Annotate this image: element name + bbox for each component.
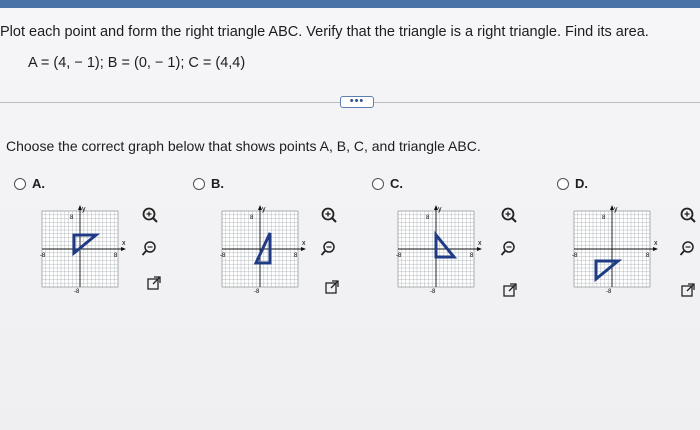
question-text: Plot each point and form the right triangle ABC. Verify that the triangle is a right triangle. Find its area. — [0, 24, 649, 40]
graph-option-a[interactable] — [38, 205, 130, 297]
zoom-out-icon[interactable] — [319, 238, 339, 258]
zoom-in-icon[interactable] — [140, 205, 160, 225]
prompt-text: Choose the correct graph below that shows points A, B, C, and triangle ABC. — [6, 138, 481, 154]
points-list: A = (4, − 1); B = (0, − 1); C = (4,4) — [28, 55, 246, 71]
open-in-new-window-icon[interactable] — [144, 273, 164, 293]
option-c[interactable] — [372, 176, 403, 191]
open-in-new-window-icon[interactable] — [500, 280, 520, 300]
y-neg-tick-label: -8 — [430, 289, 436, 295]
x-axis-arrow — [653, 247, 658, 251]
radio-d[interactable] — [557, 178, 569, 190]
graph-option-b[interactable] — [218, 205, 310, 297]
y-tick-label: 8 — [250, 215, 254, 221]
y-axis-label: y — [614, 206, 618, 213]
zoom-out-icon[interactable] — [140, 238, 160, 258]
zoom-in-icon[interactable] — [319, 205, 339, 225]
radio-c[interactable] — [372, 178, 384, 190]
radio-b[interactable] — [193, 178, 205, 190]
x-neg-tick-label: -8 — [572, 253, 578, 259]
open-in-new-window-icon[interactable] — [322, 277, 342, 297]
x-axis-label: x — [302, 240, 306, 247]
zoom-out-icon[interactable] — [499, 238, 519, 258]
radio-a[interactable] — [14, 178, 26, 190]
option-d[interactable] — [557, 176, 588, 191]
x-axis-arrow — [121, 247, 126, 251]
y-axis-label: y — [262, 206, 266, 213]
option-b-label: B. — [211, 176, 224, 191]
top-bar — [0, 0, 700, 8]
open-in-new-window-icon[interactable] — [678, 280, 698, 300]
x-axis-label: x — [122, 240, 126, 247]
x-axis-arrow — [477, 247, 482, 251]
y-tick-label: 8 — [426, 215, 430, 221]
x-neg-tick-label: -8 — [220, 253, 226, 259]
option-d-label: D. — [575, 176, 588, 191]
x-neg-tick-label: -8 — [40, 253, 46, 259]
option-a[interactable] — [14, 176, 45, 191]
option-a-label: A. — [32, 176, 45, 191]
x-axis-label: x — [654, 240, 658, 247]
zoom-in-icon[interactable] — [678, 205, 698, 225]
x-axis-arrow — [301, 247, 306, 251]
zoom-out-icon[interactable] — [678, 238, 698, 258]
y-neg-tick-label: -8 — [606, 289, 612, 295]
x-neg-tick-label: -8 — [396, 253, 402, 259]
x-tick-label: 8 — [646, 253, 650, 259]
option-b[interactable] — [193, 176, 224, 191]
y-tick-label: 8 — [602, 215, 606, 221]
y-neg-tick-label: -8 — [254, 289, 260, 295]
y-neg-tick-label: -8 — [74, 289, 80, 295]
option-c-label: C. — [390, 176, 403, 191]
y-axis-label: y — [82, 206, 86, 213]
x-axis-label: x — [478, 240, 482, 247]
y-tick-label: 8 — [70, 215, 74, 221]
y-axis-label: y — [438, 206, 442, 213]
x-tick-label: 8 — [470, 253, 474, 259]
x-tick-label: 8 — [114, 253, 118, 259]
x-tick-label: 8 — [294, 253, 298, 259]
more-button[interactable]: ••• — [340, 96, 374, 108]
graph-option-d[interactable] — [570, 205, 662, 297]
zoom-in-icon[interactable] — [499, 205, 519, 225]
graph-option-c[interactable] — [394, 205, 486, 297]
